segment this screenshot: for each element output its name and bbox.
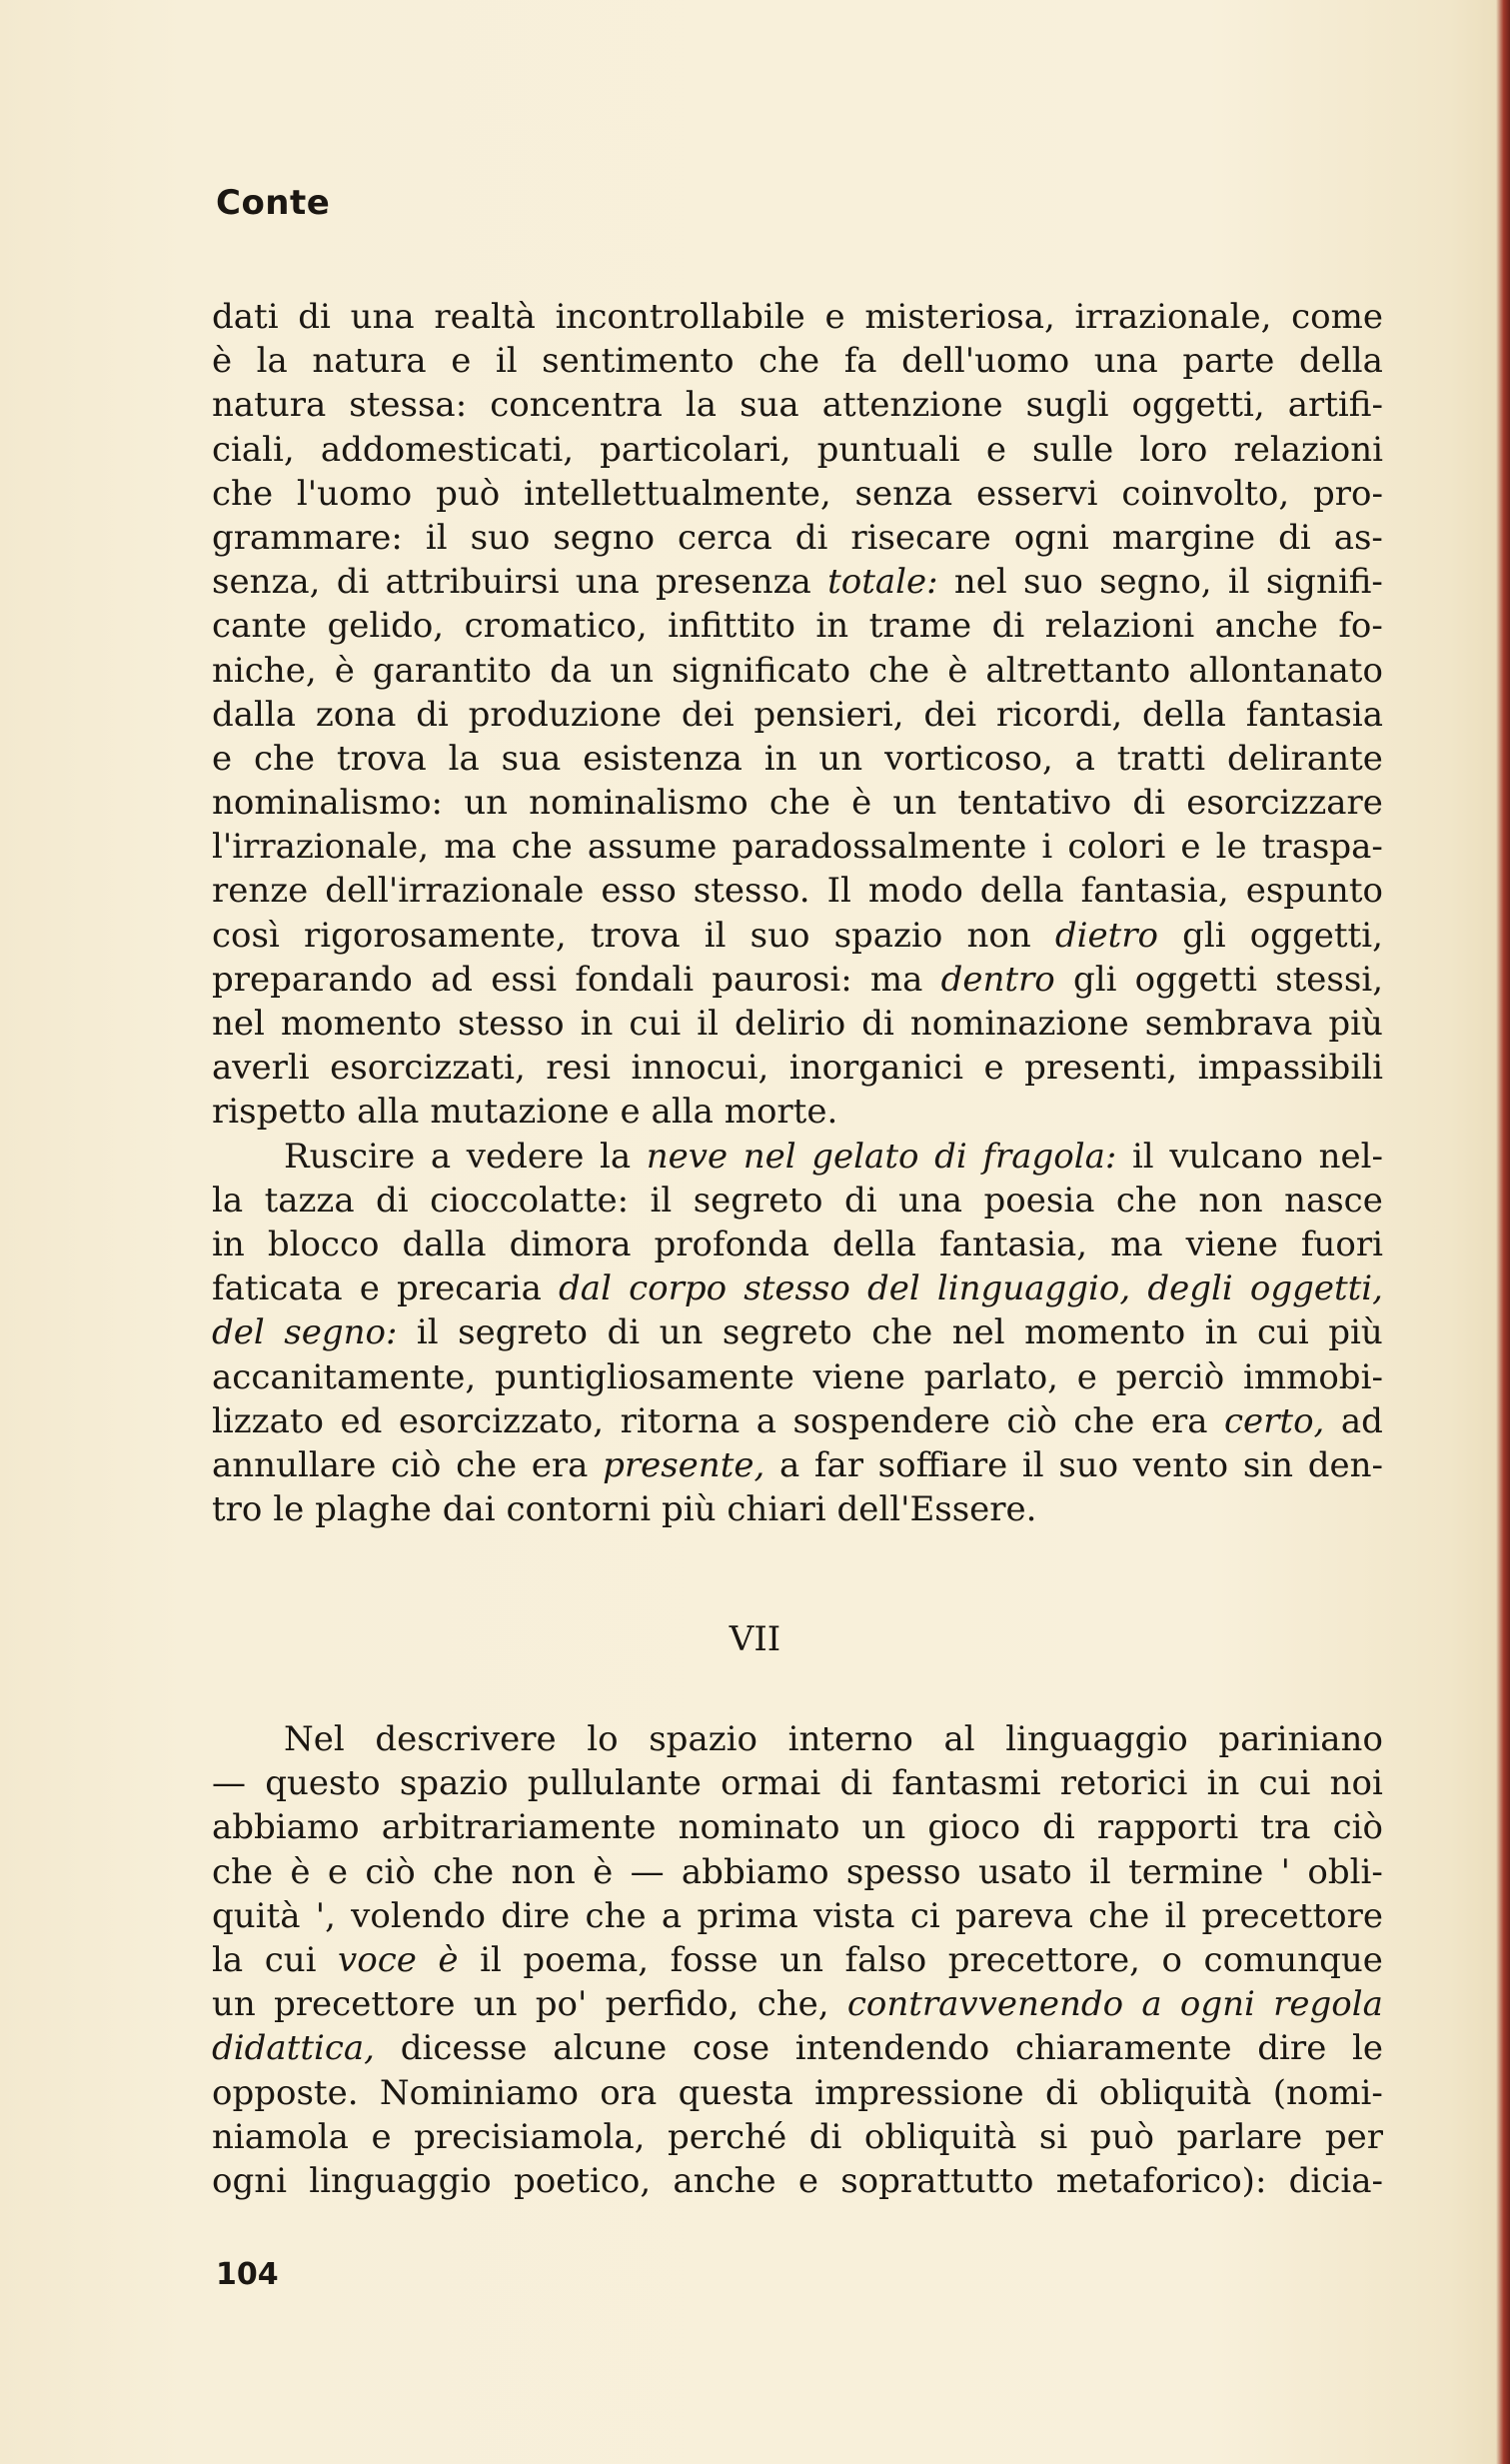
text-line: niamola e precisiamola, perché di obliquità si può parlare per bbox=[212, 2116, 1383, 2157]
text-line: faticata e precaria dal corpo stesso del linguaggio, degli oggetti, bbox=[212, 1268, 1383, 1309]
text-block-1 bbox=[212, 295, 1383, 1531]
text-line: un precettore un po' perfido, che, contravvenendo a ogni regola bbox=[212, 1984, 1383, 2025]
text-line: annullare ciò che era presente, a far soffiare il suo vento sin den- bbox=[212, 1444, 1383, 1485]
text-line: ciali, addomesticati, particolari, puntuali e sulle loro relazioni bbox=[212, 429, 1383, 470]
text-line: preparando ad essi fondali paurosi: ma dentro gli oggetti stessi, bbox=[212, 959, 1383, 1000]
page-edge bbox=[1496, 0, 1510, 2464]
text-line: grammare: il suo segno cerca di risecare ogni margine di as- bbox=[212, 517, 1383, 558]
text-line: del segno: il segreto di un segreto che nel momento in cui più bbox=[212, 1312, 1383, 1353]
text-line: averli esorcizzati, resi innocui, inorganici e presenti, impassibili bbox=[212, 1048, 1383, 1089]
text-line: renze dell'irrazionale esso stesso. Il modo della fantasia, espunto bbox=[212, 871, 1383, 912]
text-line: Nel descrivere lo spazio interno al linguaggio pariniano bbox=[284, 1719, 1383, 1759]
text-line: opposte. Nominiamo ora questa impressione di obliquità (nomi- bbox=[212, 2072, 1383, 2113]
running-title: Conte bbox=[216, 183, 331, 223]
text-line: in blocco dalla dimora profonda della fantasia, ma viene fuori bbox=[212, 1224, 1383, 1264]
text-line: e che trova la sua esistenza in un vorticoso, a tratti delirante bbox=[212, 738, 1383, 779]
text-line: ogni linguaggio poetico, anche e soprattutto metaforico): dicia- bbox=[212, 2160, 1383, 2201]
text-line: niche, è garantito da un significato che è altrettanto allontanato bbox=[212, 650, 1383, 691]
text-line: che è e ciò che non è — abbiamo spesso usato il termine ' obli- bbox=[212, 1851, 1383, 1892]
text-line: nel momento stesso in cui il delirio di nominazione sembrava più bbox=[212, 1004, 1383, 1044]
text-line: tro le plaghe dai contorni più chiari dell'Essere. bbox=[212, 1489, 1037, 1530]
text-line: nominalismo: un nominalismo che è un tentativo di esorcizzare bbox=[212, 783, 1383, 824]
text-line: abbiamo arbitrariamente nominato un gioco di rapporti tra ciò bbox=[212, 1807, 1383, 1848]
text-line: l'irrazionale, ma che assume paradossalmente i colori e le traspa- bbox=[212, 827, 1383, 868]
text-line: didattica, dicesse alcune cose intendendo chiaramente dire le bbox=[212, 2028, 1383, 2069]
text-line: la cui voce è il poema, fosse un falso precettore, o comunque bbox=[212, 1939, 1383, 1980]
text-line: Ruscire a vedere la neve nel gelato di fragola: il vulcano nel- bbox=[284, 1136, 1383, 1177]
text-block-2 bbox=[212, 1717, 1383, 2203]
text-line: la tazza di cioccolatte: il segreto di una poesia che non nasce bbox=[212, 1180, 1383, 1221]
text-line: natura stessa: concentra la sua attenzione sugli oggetti, artifi- bbox=[212, 385, 1383, 426]
text-line: che l'uomo può intellettualmente, senza esservi coinvolto, pro- bbox=[212, 473, 1383, 514]
text-line: così rigorosamente, trova il suo spazio non dietro gli oggetti, bbox=[212, 915, 1383, 956]
section-heading: VII bbox=[729, 1619, 781, 1659]
text-line: cante gelido, cromatico, infittito in trame di relazioni anche fo- bbox=[212, 606, 1383, 647]
text-line: dati di una realtà incontrollabile e misteriosa, irrazionale, come bbox=[212, 297, 1383, 337]
text-line: accanitamente, puntigliosamente viene parlato, e perciò immobi- bbox=[212, 1356, 1383, 1397]
text-line: rispetto alla mutazione e alla morte. bbox=[212, 1092, 838, 1133]
text-line: lizzato ed esorcizzato, ritorna a sospendere ciò che era certo, ad bbox=[212, 1400, 1383, 1441]
text-line: quità ', volendo dire che a prima vista ci pareva che il precettore bbox=[212, 1895, 1383, 1936]
text-line: — questo spazio pullulante ormai di fantasmi retorici in cui noi bbox=[212, 1763, 1383, 1804]
text-line: dalla zona di produzione dei pensieri, dei ricordi, della fantasia bbox=[212, 694, 1383, 735]
page-number: 104 bbox=[216, 2257, 279, 2292]
text-line: è la natura e il sentimento che fa dell'uomo una parte della bbox=[212, 341, 1383, 382]
text-line: senza, di attribuirsi una presenza totale: nel suo segno, il signifi- bbox=[212, 562, 1383, 603]
